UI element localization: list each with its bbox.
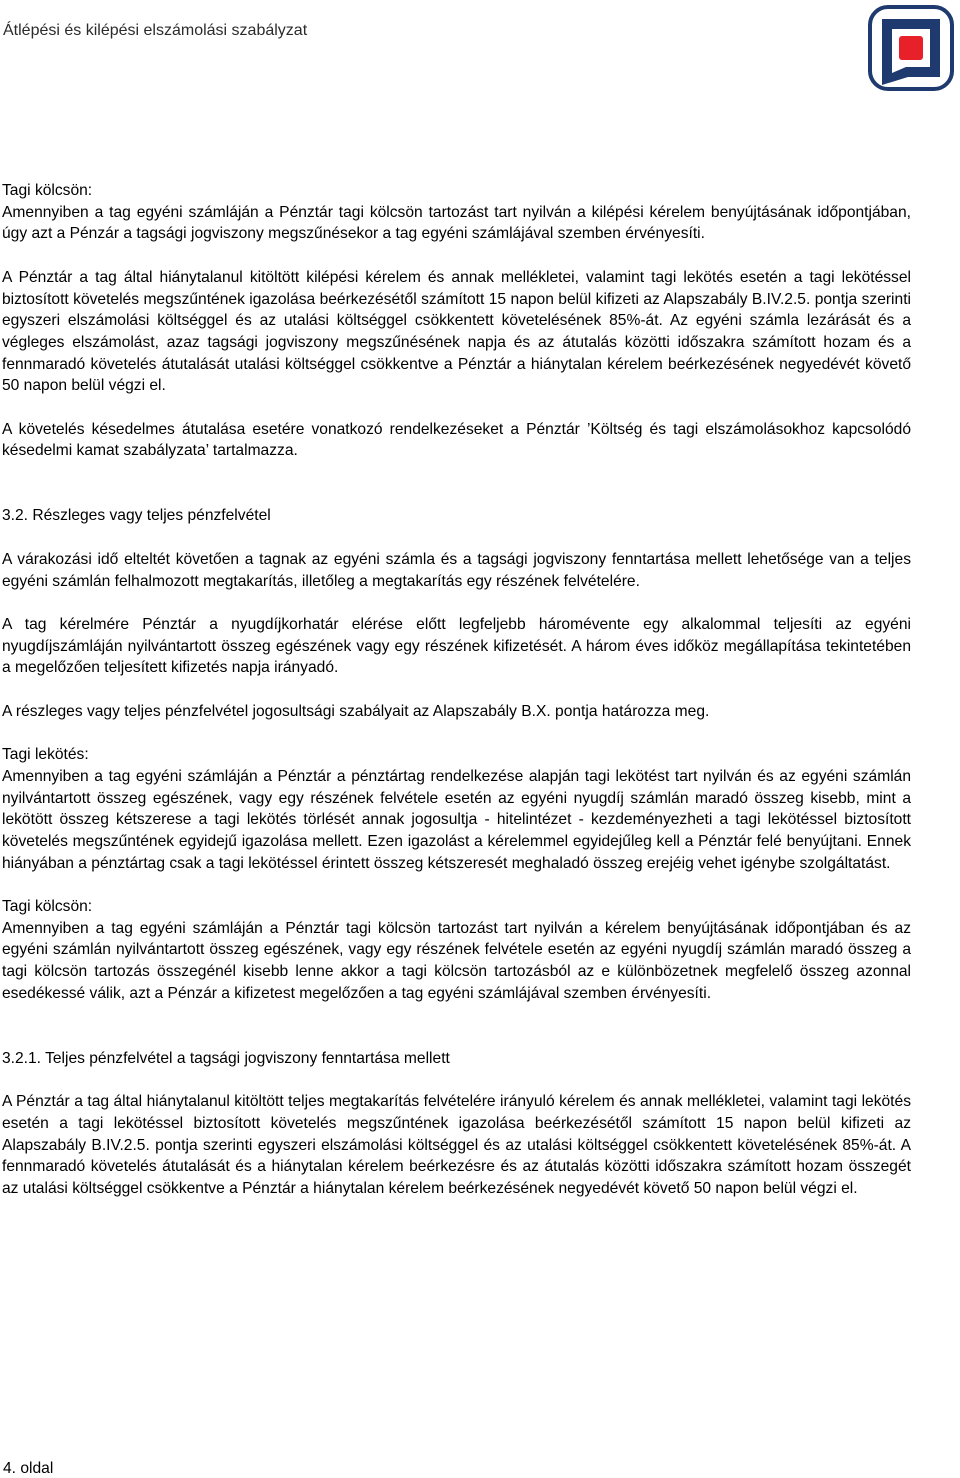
section-heading-3-2-1: 3.2.1. Teljes pénzfelvétel a tagsági jogviszony fenntartása mellett: [2, 1049, 450, 1067]
company-logo-icon: [868, 5, 954, 91]
section-heading-3-2: 3.2. Részleges vagy teljes pénzfelvétel: [2, 507, 271, 525]
paragraph: Amennyiben a tag egyéni számláján a Pénztár tagi kölcsön tartozást tart nyilván a kérelem benyújtásának időpontjában és az egyéni számlán nyilvántartott összeg egészének, vagy egy részének felvétele esetén az egyéni nyugdíj számlán maradó összeg a tagi kölcsön tartozás összegénél kisebb lenne akkor a tagi kölcsön tartozásból az e különbözetnek megfelelő összeg azonnal esedékessé válik, azt a Pénzár a kifizetest megelőzően a tag egyéni számlájával szemben érvényesíti.: [2, 919, 911, 1002]
paragraph: A Pénztár a tag által hiánytalanul kitöltött teljes megtakarítás felvételére irányuló kérelem és annak mellékletei, valamint tagi lekötés esetén a tagi lekötéssel biztosított követelés megszűntének igazolása beérkezésétől számított 15 napon belül kifizeti az Alapszabály B.IV.2.5. pontja szerinti egyszeri elszámolási költséggel és az utalási költséggel csökkentett követelésének 85%-át. A fennmaradó követelés átutalását és a hiánytalan kérelem beérkezésre és az átutalás közötti időszakra számított hozam összegét az utalási költséggel csökkentve a Pénztár a hiánytalan kérelem beérkezésének negyedévét követő 50 napon belül végzi el.: [2, 1093, 911, 1198]
paragraph: Amennyiben a tag egyéni számláján a Pénztár a pénztártag rendelkezése alapján tagi lekötést tart nyilván és az egyéni számlán nyilvántartott összeg egészének, vagy egy részének felvétele esetén az egyéni nyugdíj számlán maradó összeg kisebb, mint a lekötött összeg kétszerese a tagi lekötés törlését annak jogosultja - hitelintézet - kezdeményezheti a tagi lekötéssel biztosított követelés megszűntének egyidejű igazolása mellett. Ezen igazolást a kérelemmel egyidejűleg kell a Pénztár felé benyújtani. Ennek hiányában a pénztártag csak a tagi lekötéssel érintett összeg kétszeresét meghaladó összeg erejéig vehet igénybe szolgáltatást.: [2, 767, 911, 872]
page-number: 4. oldal: [3, 1460, 54, 1477]
paragraph: A várakozási idő elteltét követően a tagnak az egyéni számla és a tagsági jogviszony fenntartása mellett lehetősége van a teljes egyéni számlán felhalmozott megtakarítás, illetőleg a megtakarítás egy részének felvételére.: [2, 550, 911, 590]
document-body: [2, 180, 911, 1222]
spacer: [2, 1026, 911, 1048]
section-heading: Tagi kölcsön:: [2, 898, 93, 916]
paragraph: A Pénztár a tag által hiánytalanul kitöltött kilépési kérelem és annak mellékletei, valamint tagi lekötés esetén a tagi lekötéssel biztosított követelés megszűntének igazolása beérkezésétől számított 15 napon belül kifizeti az Alapszabály B.IV.2.5. pontja szerinti egyszeri elszámolási költséggel és az utalási költséggel csökkentett követelésének 85%-át. Az egyéni számla lezárását és a végleges elszámolást, azaz tagsági jogviszony megszűnésének napja és az átutalás közötti időszakra számított hozam és a fennmaradó követelés átutalását utalási költséggel csökkentve a Pénztár a hiánytalan kérelem beérkezésének negyedévét követő 50 napon belül végzi el.: [2, 268, 911, 395]
document-header-title: Átlépési és kilépési elszámolási szabályzat: [3, 22, 308, 39]
paragraph: A tag kérelmére Pénztár a nyugdíjkorhatár elérése előtt legfeljebb háromévente egy alkalommal teljesíti az egyéni nyugdíjszámláján nyilvántartott összeg egészének vagy egy részének kifizetését. A három éves időköz megállapítása tekintetében a megelőzően teljesített kifizetés napja irányadó.: [2, 615, 911, 677]
paragraph: Amennyiben a tag egyéni számláján a Pénztár tagi kölcsön tartozást tart nyilván a kilépési kérelem benyújtásának időpontjában, úgy azt a Pénzár a tagsági jogviszony megszűnésekor a tag egyéni számlájával szemben érvényesíti.: [2, 203, 911, 243]
spacer: [2, 484, 911, 506]
paragraph: A részleges vagy teljes pénzfelvétel jogosultsági szabályait az Alapszabály B.X. pontja határozza meg.: [2, 702, 710, 720]
paragraph: A követelés késedelmes átutalása esetére vonatkozó rendelkezéseket a Pénztár ’Költség és tagi elszámolásokhoz kapcsolódó késedelmi kamat szabályzata’ tartalmazza.: [2, 420, 911, 460]
section-heading: Tagi kölcsön:: [2, 182, 93, 199]
section-heading: Tagi lekötés:: [2, 746, 89, 764]
